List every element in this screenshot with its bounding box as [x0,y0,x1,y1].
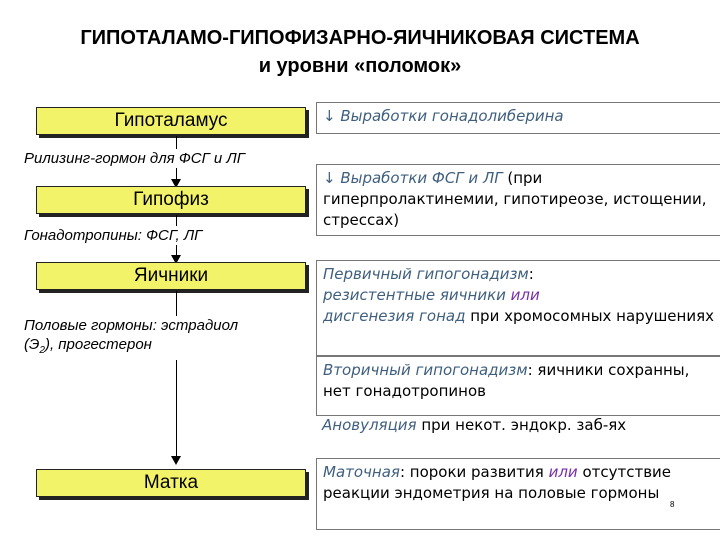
pituitary-breakdown-term: ↓ Выработки ФСГ и ЛГ [323,169,503,187]
resistant-ovaries: резистентные яичники [323,286,506,304]
page-number: 8 [670,500,675,509]
secondary-rest: : яичники сохранны, нет гонадотропинов [323,361,690,400]
primary-term: Первичный гипогонадизм [323,265,529,283]
secondary-hypogonadism-box [316,356,720,416]
uterine-rest: отсутствие реакции эндометрия на половые гормоны [323,463,672,502]
gonadotropins-label: Гонадотропины: ФСГ, ЛГ [24,227,203,244]
hypothalamus-box: Гипоталамус [36,107,306,135]
releasing-hormone-label: Рилизинг-гормон для ФСГ и ЛГ [24,150,245,167]
pituitary-breakdown [316,164,720,236]
estradiol-subscript: 2 [39,345,45,356]
gonadal-dysgenesis: дисгенезия гонад [323,307,466,325]
hypothalamus-breakdown [316,102,720,134]
uterine-breakdown [316,458,720,530]
sex-hormones-line2-end: ), прогестерон [44,336,152,353]
uterus-box: Матка [36,469,306,497]
slide-title: ГИПОТАЛАМО-ГИПОФИЗАРНО-ЯИЧНИКОВАЯ СИСТЕМА [80,27,640,49]
pituitary-breakdown-text: (при гиперпролактинемии, гипотиреозе, истощении, стрессах) [323,169,707,229]
anovulation-term: Ановуляция [322,416,417,434]
primary-rest: при хромосомных нарушениях [465,307,714,325]
primary-hypogonadism-box [316,260,720,356]
hypothalamus-breakdown-text: ↓ Выработки гонадолиберина [323,107,564,125]
pituitary-box: Гипофиз [36,186,306,214]
uterine-or: или [543,463,578,481]
anovulation-rest: при некот. эндокр. заб-ях [416,416,627,434]
anovulation-row [316,412,720,442]
primary-or: или [505,286,540,304]
arrow-down-icon [171,456,181,465]
uterine-term: Маточная [323,463,400,481]
sex-hormones-label [24,316,240,360]
slide-subtitle: и уровни «поломок» [258,55,462,77]
sex-hormones-line1: Половые гормоны: эстрадиол [24,317,239,334]
secondary-term: Вторичный гипогонадизм [323,361,528,379]
sex-hormones-line2: (Э [24,336,40,353]
uterine-mid: : пороки развития [399,463,544,481]
primary-colon: : [528,265,534,283]
ovaries-box: Яичники [36,262,306,290]
